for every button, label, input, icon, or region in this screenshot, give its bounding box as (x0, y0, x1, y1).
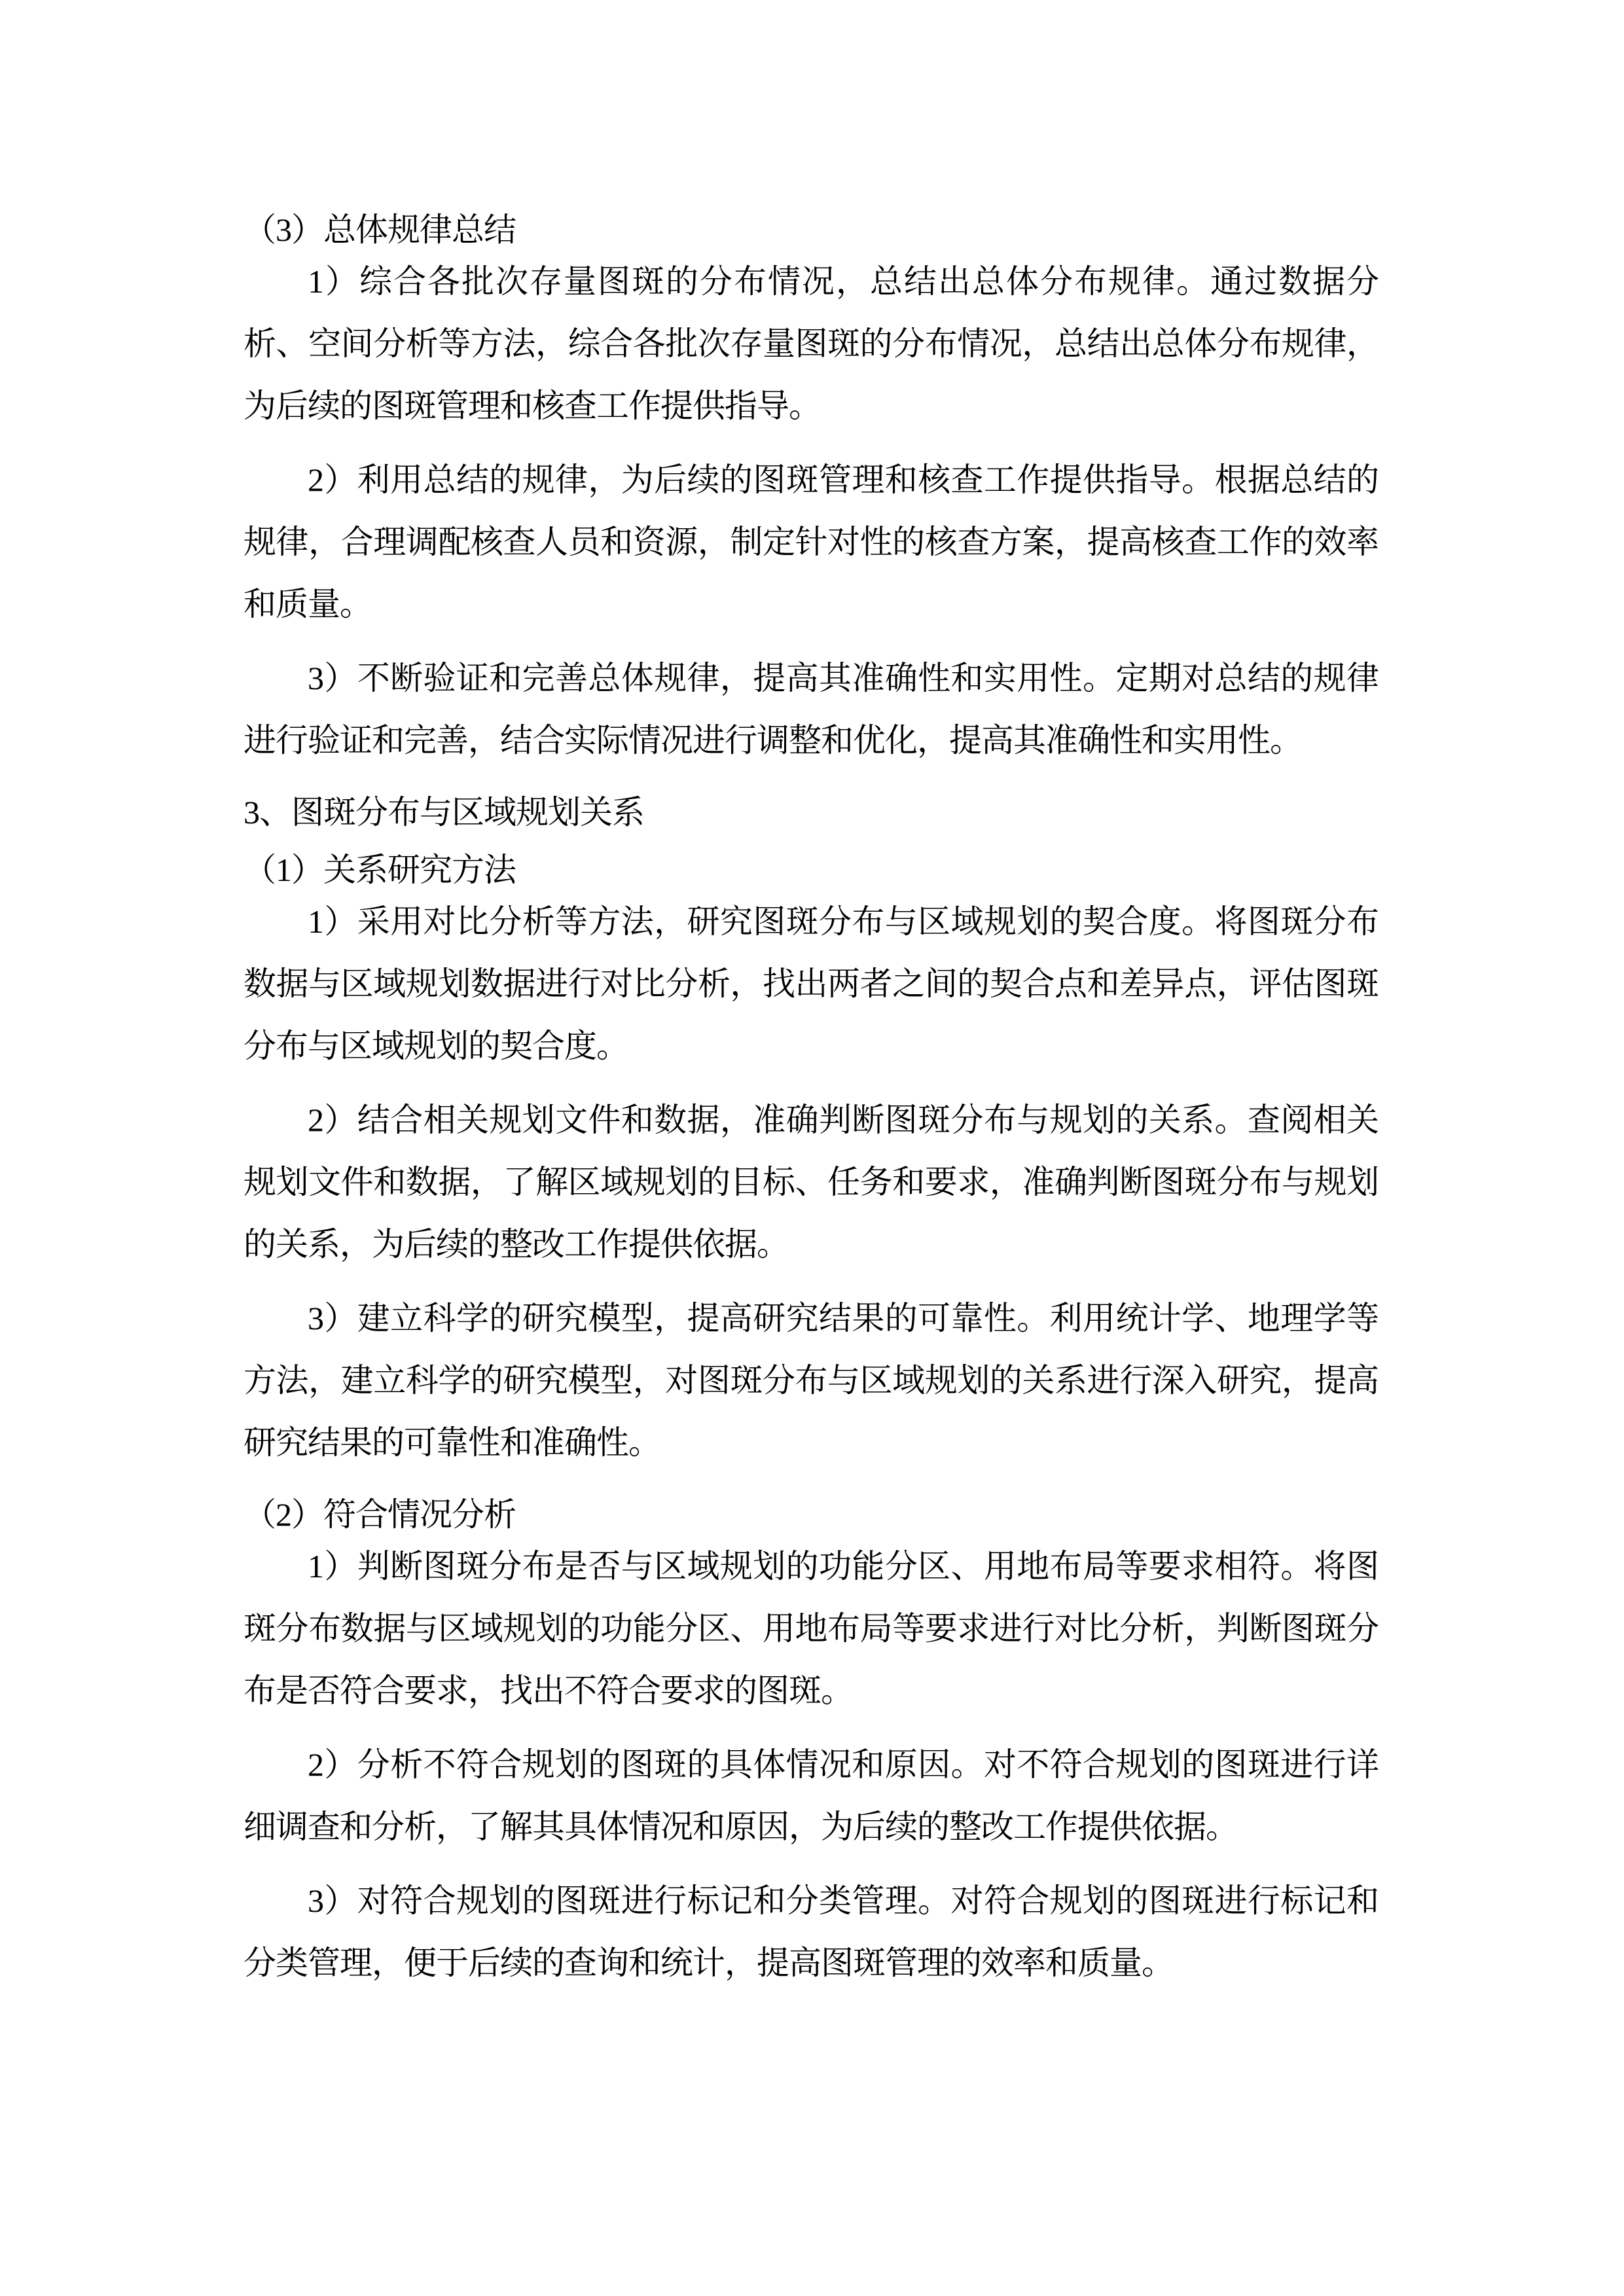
document-content (244, 213, 1379, 2006)
body-paragraph: 3）对符合规划的图斑进行标记和分类管理。对符合规划的图斑进行标记和分类管理，便于后续的查询和统计，提高图斑管理的效率和质量。 (244, 1882, 1379, 1981)
body-paragraph: 3）建立科学的研究模型，提高研究结果的可靠性。利用统计学、地理学等方法，建立科学的研究模型，对图斑分布与区域规划的关系进行深入研究，提高研究结果的可靠性和准确性。 (244, 1300, 1379, 1461)
section-heading: （1）关系研究方法 (244, 852, 516, 888)
body-paragraph: 3）不断验证和完善总体规律，提高其准确性和实用性。定期对总结的规律进行验证和完善，结合实际情况进行调整和优化，提高其准确性和实用性。 (244, 660, 1379, 759)
body-paragraph: 2）利用总结的规律，为后续的图斑管理和核查工作提供指导。根据总结的规律，合理调配核查人员和资源，制定针对性的核查方案，提高核查工作的效率和质量。 (244, 461, 1379, 622)
section-heading: （2）符合情况分析 (244, 1496, 516, 1533)
body-paragraph: 1）综合各批次存量图斑的分布情况，总结出总体分布规律。通过数据分析、空间分析等方法，综合各批次存量图斑的分布情况，总结出总体分布规律，为后续的图斑管理和核查工作提供指导。 (244, 263, 1379, 424)
body-paragraph: 2）分析不符合规划的图斑的具体情况和原因。对不符合规划的图斑进行详细调查和分析，了解其具体情况和原因，为后续的整改工作提供依据。 (244, 1746, 1379, 1845)
body-paragraph: 1）采用对比分析等方法，研究图斑分布与区域规划的契合度。将图斑分布数据与区域规划数据进行对比分析，找出两者之间的契合点和差异点，评估图斑分布与区域规划的契合度。 (244, 903, 1379, 1064)
section-heading: （3）总体规律总结 (244, 211, 516, 248)
body-paragraph: 1）判断图斑分布是否与区域规划的功能分区、用地布局等要求相符。将图斑分布数据与区域规划的功能分区、用地布局等要求进行对比分析，判断图斑分布是否符合要求，找出不符合要求的图斑。 (244, 1548, 1379, 1709)
body-paragraph: 2）结合相关规划文件和数据，准确判断图斑分布与规划的关系。查阅相关规划文件和数据，了解区域规划的目标、任务和要求，准确判断图斑分布与规划的关系，为后续的整改工作提供依据。 (244, 1102, 1379, 1263)
section-heading: 3、图斑分布与区域规划关系 (244, 794, 644, 831)
